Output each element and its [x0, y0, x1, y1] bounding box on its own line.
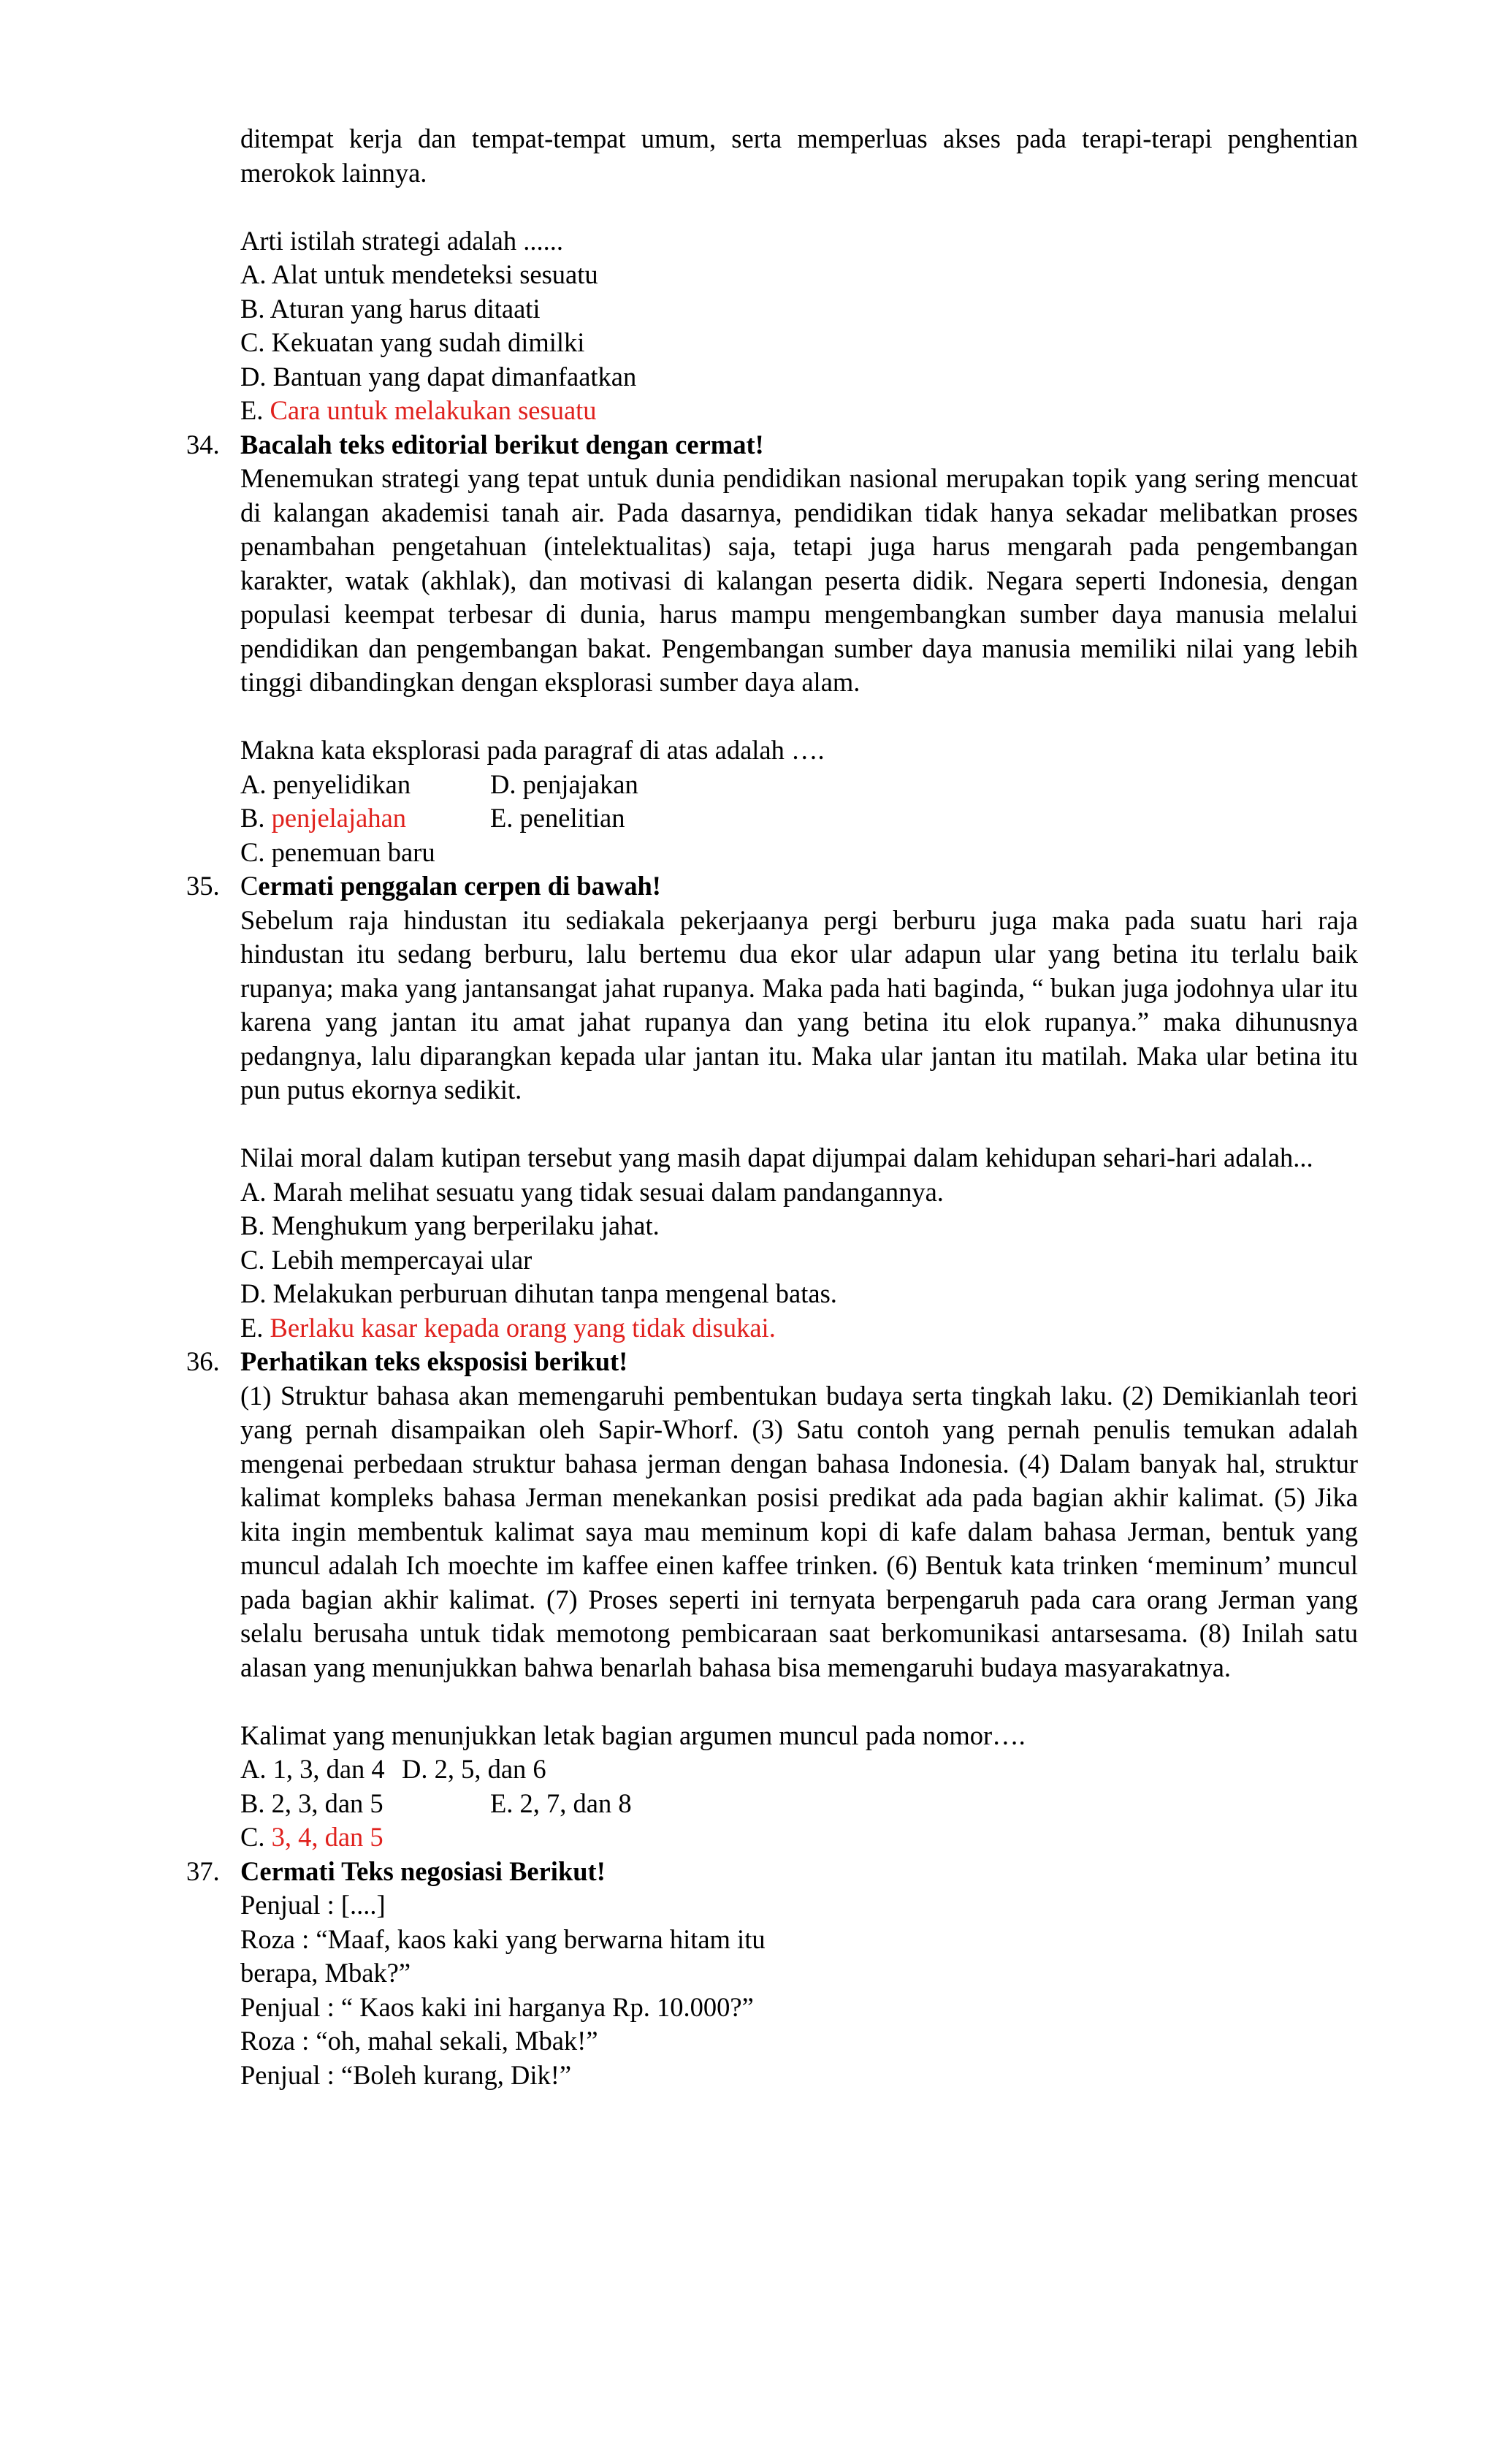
negotiation-dialogue [240, 1888, 843, 2092]
option-a: A. 1, 3, dan 4 [240, 1754, 385, 1784]
dialogue-line: Roza : “oh, mahal sekali, Mbak!” [240, 2026, 598, 2056]
option-grid [240, 1787, 1358, 1855]
passage-text: (1) Struktur bahasa akan memengaruhi pembentukan budaya serta tingkah laku. (2) Demikianlah teori yang pernah disampaikan oleh Sapir-Whorf. (3) Satu contoh yang pernah penulis temukan adalah mengenai perbedaan struktur bahasa jerman dengan bahasa Indonesia. (4) Dalam banyak hal, struktur kalimat kompleks bahasa Jerman menekankan posisi predikat ada pada bagian akhir kalimat. (5) Jika kita ingin membentuk kalimat saya mau meminum kopi di kafe dalam bahasa Jerman, bentuk yang muncul adalah Ich moechte im kaffee einen kaffee trinken. (6) Bentuk kata trinken ‘meminum’ muncul pada bagian akhir kalimat. (7) Proses seperti ini ternyata berpengaruh pada cara orang Jerman yang selalu berusaha untuk tidak memotong pembicaraan saat berkomunikasi antarsesama. (8) Inilah satu alasan yang menunjukkan bahwa benarlah bahasa bisa memengaruhi budaya masyarakatnya. [240, 1380, 1358, 1682]
option-c: C. Kekuatan yang sudah dimilki [240, 327, 585, 357]
option-b-answer: B. penjelajahan [240, 803, 407, 833]
option-b: B. 2, 3, dan 5 [240, 1788, 383, 1818]
option-b: B. Aturan yang harus ditaati [240, 293, 541, 324]
option-c-answer: C. 3, 4, dan 5 [240, 1822, 383, 1852]
option-a: A. Marah melihat sesuatu yang tidak sesuai dalam pandangannya. [240, 1176, 944, 1207]
option-e-answer: E. Berlaku kasar kepada orang yang tidak disukai. [240, 1312, 776, 1343]
question-number: 34. [186, 429, 220, 459]
question-title: Cermati Teks negosiasi Berikut! [240, 1855, 606, 1886]
option-e: E. penelitian [490, 803, 625, 833]
question-title: Cermati penggalan cerpen di bawah! [240, 871, 661, 901]
dialogue-line: Penjual : [....] [240, 1890, 386, 1920]
option-d: D. Bantuan yang dapat dimanfaatkan [240, 361, 637, 392]
question-35 [186, 869, 1358, 1345]
question-34 [186, 428, 1358, 870]
question-text: Makna kata eksplorasi pada paragraf di atas adalah …. [240, 735, 825, 765]
question-37 [186, 1855, 1358, 2093]
option-list [240, 258, 1358, 428]
passage-text: Menemukan strategi yang tepat untuk dunia pendidikan nasional merupakan topik yang sering mencuat di kalangan akademisi tanah air. Pada dasarnya, pendidikan tidak hanya sekadar melibatkan proses penambahan pengetahuan (intelektualitas) saja, tetapi juga harus mengarah pada pengembangan karakter, watak (akhlak), dan motivasi di kalangan peserta didik. Negara seperti Indonesia, dengan populasi keempat terbesar di dunia, harus mampu mengembangkan sumber daya manusia melalui pendidikan dan pengembangan bakat. Pengembangan sumber daya manusia memiliki nilai yang lebih tinggi dibandingkan dengan eksplorasi sumber daya alam. [240, 463, 1358, 697]
question-title: Perhatikan teks eksposisi berikut! [240, 1346, 628, 1376]
option-grid [240, 1752, 1358, 1787]
passage-text: Sebelum raja hindustan itu sediakala pekerjaanya pergi berburu juga maka pada suatu hari raja hindustan itu sedang berburu, lalu bertemu dua ekor ular adapun ular yang betina itu terlalu baik rupanya; maka yang jantansangat jahat rupanya. Maka pada hati baginda, “ bukan juga jodohnya ular itu karena yang jantan itu amat jahat rupanya dan yang betina itu elok rupanya.” maka dihunusnya pedangnya, lalu diparangkan kepada ular jantan itu. Maka ular jantan itu matilah. Maka ular betina itu pun putus ekornya sedikit. [240, 904, 1358, 1105]
option-grid [240, 768, 1358, 870]
option-b: B. Menghukum yang berperilaku jahat. [240, 1210, 660, 1240]
option-c: C. penemuan baru [240, 836, 435, 867]
option-list [240, 1175, 1358, 1346]
option-d: D. Melakukan perburuan dihutan tanpa mengenal batas. [240, 1278, 837, 1308]
question-text: Arti istilah strategi adalah ...... [240, 225, 563, 256]
option-a: A. Alat untuk mendeteksi sesuatu [240, 259, 598, 289]
question-text: Nilai moral dalam kutipan tersebut yang masih dapat dijumpai dalam kehidupan sehari-hari adalah... [240, 1143, 1313, 1172]
dialogue-line: Roza : “Maaf, kaos kaki yang berwarna hitam itu berapa, Mbak?” [240, 1923, 766, 1988]
option-c: C. Lebih mempercayai ular [240, 1244, 533, 1275]
option-e: E. 2, 7, dan 8 [490, 1788, 632, 1818]
question-36 [186, 1345, 1358, 1855]
dialogue-line: Penjual : “Boleh kurang, Dik!” [240, 2059, 572, 2090]
question-text: Kalimat yang menunjukkan letak bagian argumen muncul pada nomor…. [240, 1720, 1026, 1750]
question-number: 37. [186, 1855, 220, 1886]
question-title: Bacalah teks editorial berikut dengan cermat! [240, 429, 764, 459]
passage-continuation: ditempat kerja dan tempat-tempat umum, serta memperluas akses pada terapi-terapi penghentian merokok lainnya. [240, 123, 1358, 188]
option-e-answer: E. Cara untuk melakukan sesuatu [240, 395, 597, 425]
option-d: D. 2, 5, dan 6 [402, 1754, 546, 1784]
question-number: 35. [186, 871, 220, 901]
dialogue-line: Penjual : “ Kaos kaki ini harganya Rp. 10.000?” [240, 1991, 754, 2022]
option-d: D. penjajakan [490, 768, 638, 799]
option-a: A. penyelidikan [240, 768, 411, 799]
question-number: 36. [186, 1346, 220, 1376]
document-content [186, 122, 1358, 2092]
